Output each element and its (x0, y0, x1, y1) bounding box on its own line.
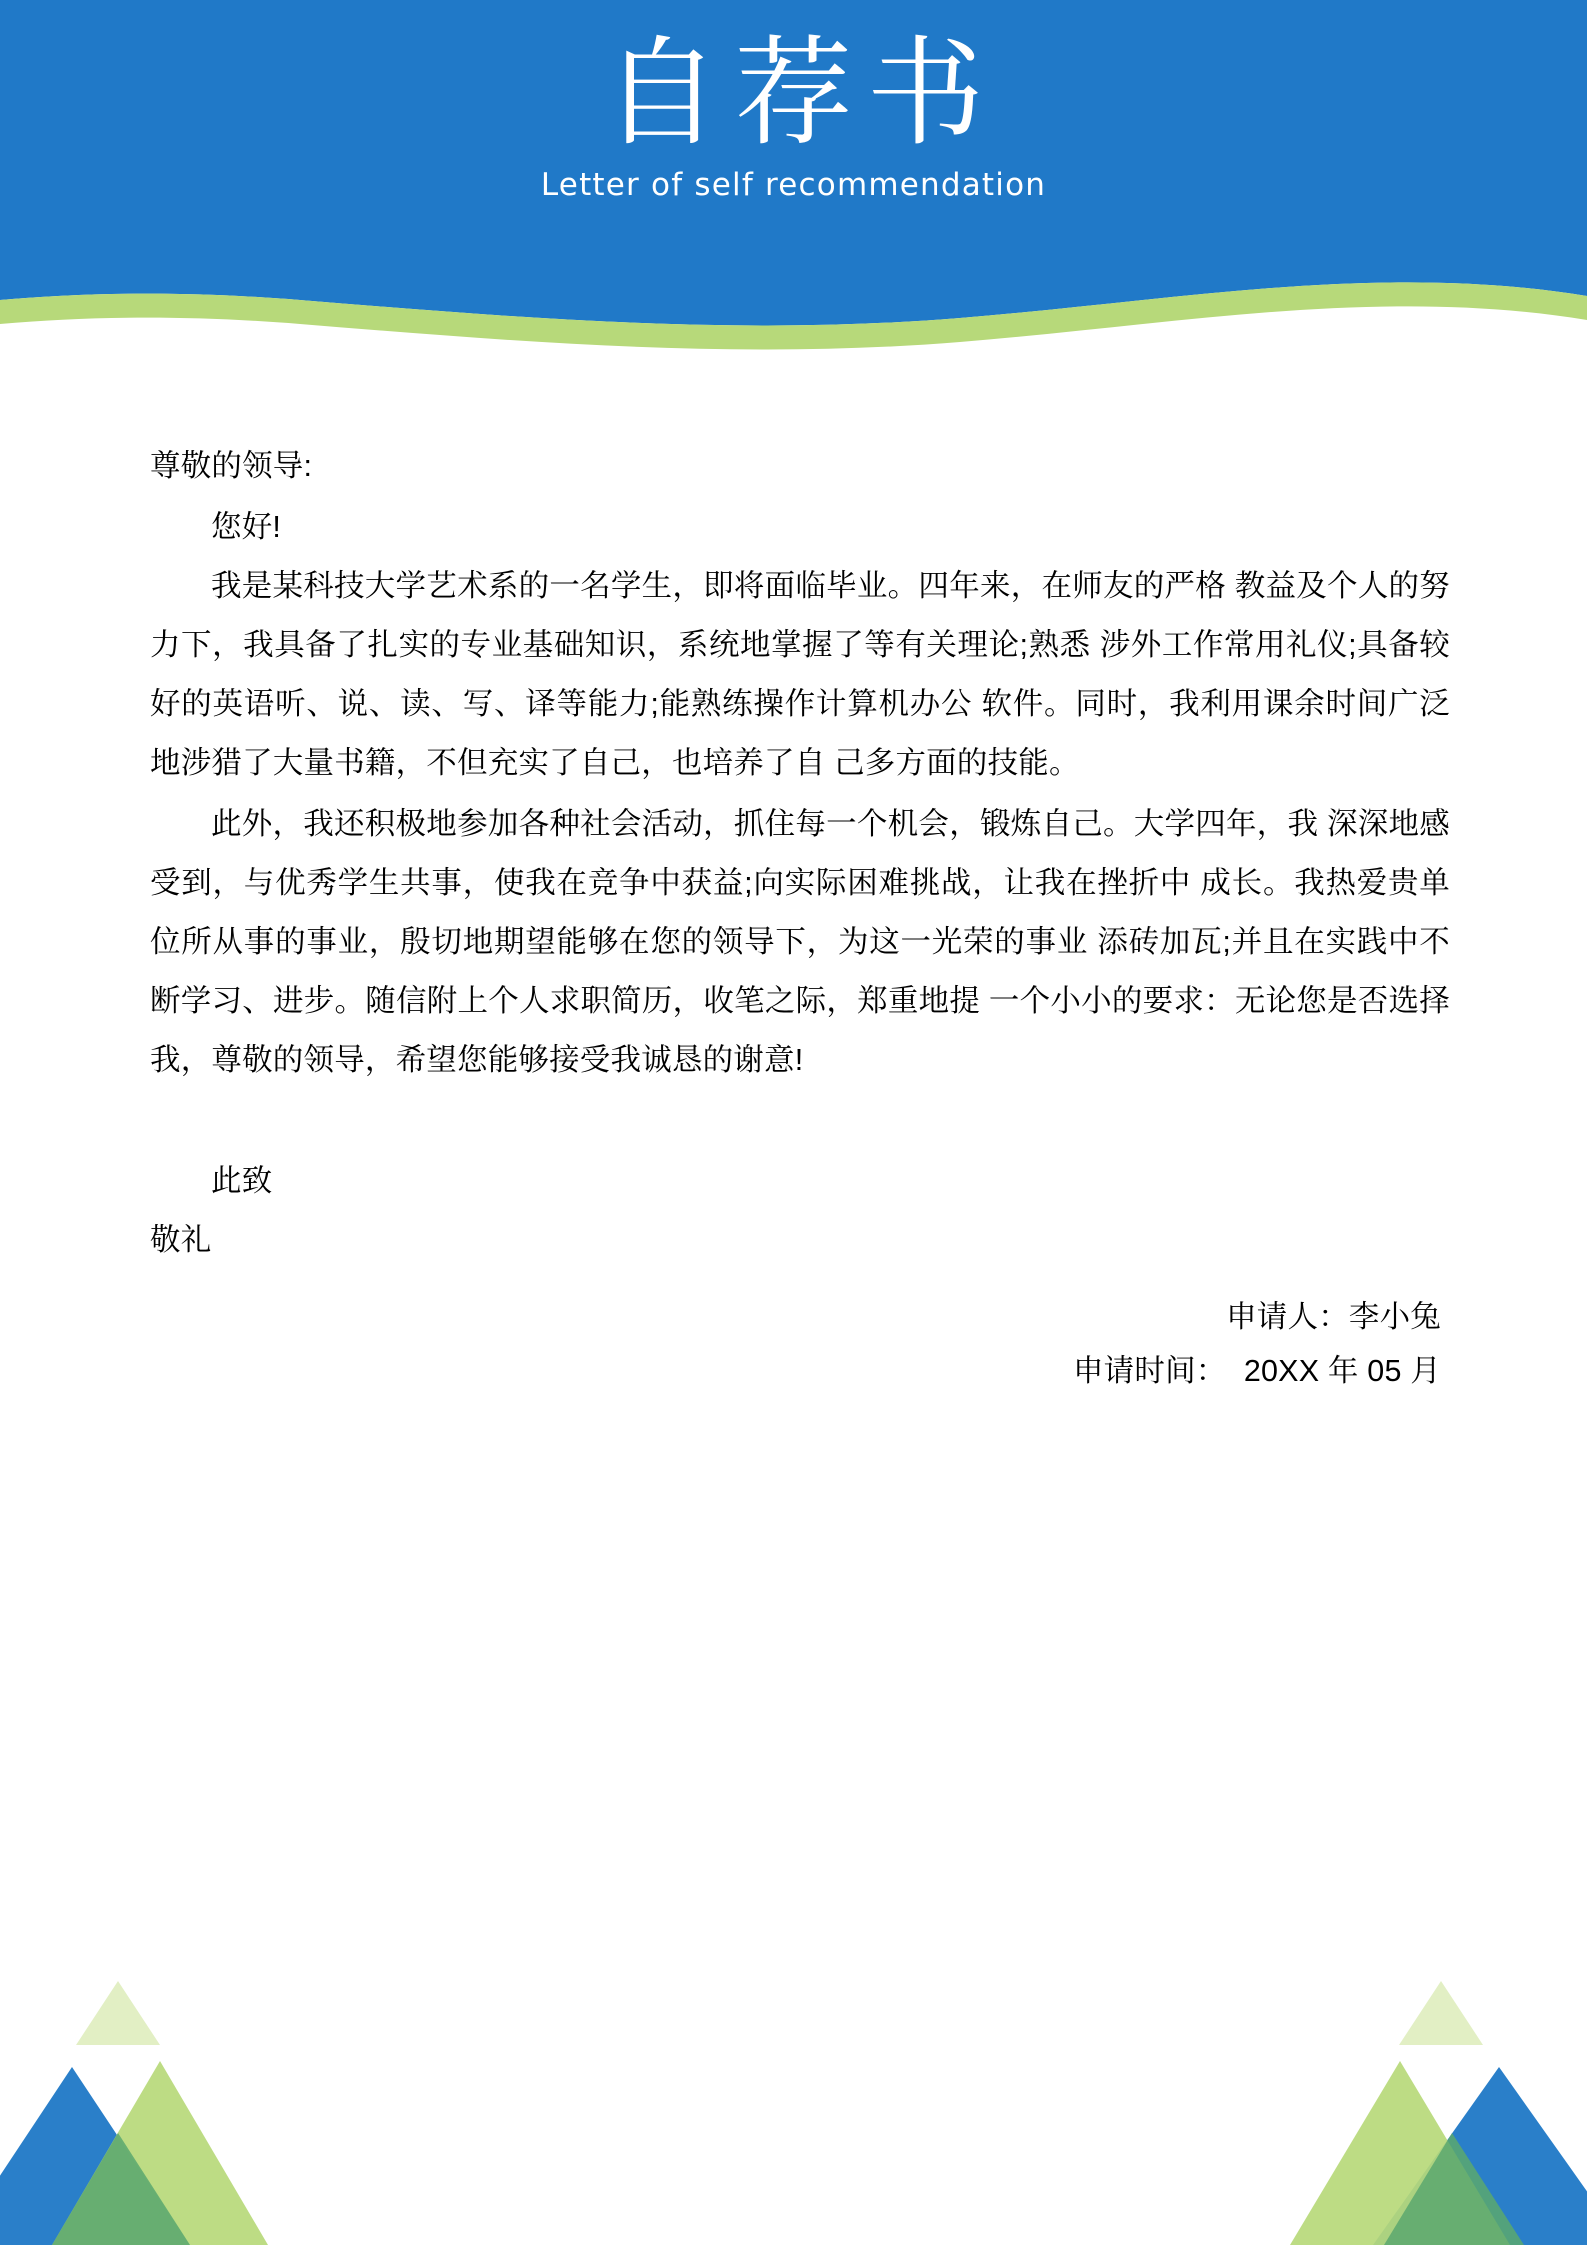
triangle-teal-left-overlap (52, 2133, 190, 2245)
footer-triangles-decoration (0, 1955, 1587, 2245)
letter-salutation: 尊敬的领导: (150, 449, 313, 483)
page-header-banner (0, 0, 1587, 360)
closing-line-cizhi: 此致 (211, 1164, 273, 1198)
letter-paragraph-1: 我是某科技大学艺术系的一名学生，即将面临毕业。四年来，在师友的严格 教益及个人的努力下，我具备了扎实的专业基础知识，系统地掌握了等有关理论;熟悉 涉外工作常用礼仪;具备较好的英语听、说、读、写、译等能力;能熟练操作计算机办公 软件。同时，我利用课余时间广泛地涉猎了大量书籍，不但充实了自己，也培养了自 己多方面的技能。 (150, 569, 1450, 780)
header-wave-graphic (0, 0, 1587, 360)
triangle-blue-right (1373, 2067, 1587, 2245)
page-subtitle: Letter of self recommendation (540, 167, 1047, 204)
triangle-blue-left (0, 2067, 190, 2245)
triangle-teal-right-overlap (1384, 2133, 1524, 2245)
header-blue-shape (0, 0, 1587, 325)
triangle-green-right (1290, 2061, 1510, 2245)
triangle-pale-left-small (76, 1981, 160, 2045)
signature-block (1073, 1290, 1441, 1398)
triangle-pale-right-small (1399, 1981, 1483, 2045)
letter-closing (150, 1152, 1450, 1270)
triangle-green-left (52, 2061, 268, 2245)
letter-greeting: 您好! (211, 510, 282, 544)
closing-line-jingli: 敬礼 (150, 1223, 212, 1257)
letter-paragraph-2: 此外，我还积极地参加各种社会活动，抓住每一个机会，锻炼自己。大学四年，我 深深地感受到，与优秀学生共事，使我在竞争中获益;向实际困难挑战，让我在挫折中 成长。我热爱贵单位所从事的事业，殷切地期望能够在您的领导下，为这一光荣的事业 添砖加瓦;并且在实践中不断学习、进步。随信附上个人求职简历，收笔之际，郑重地提 一个小小的要求：无论您是否选择我，尊敬的领导，希望您能够接受我诚恳的谢意! (150, 807, 1450, 1077)
application-date-line: 申请时间： 20XX 年 05 月 (1072, 1354, 1441, 1388)
page-title: 自荐书 (602, 24, 999, 162)
applicant-name-line: 申请人：李小兔 (1226, 1300, 1441, 1334)
letter-body (150, 437, 1450, 1270)
